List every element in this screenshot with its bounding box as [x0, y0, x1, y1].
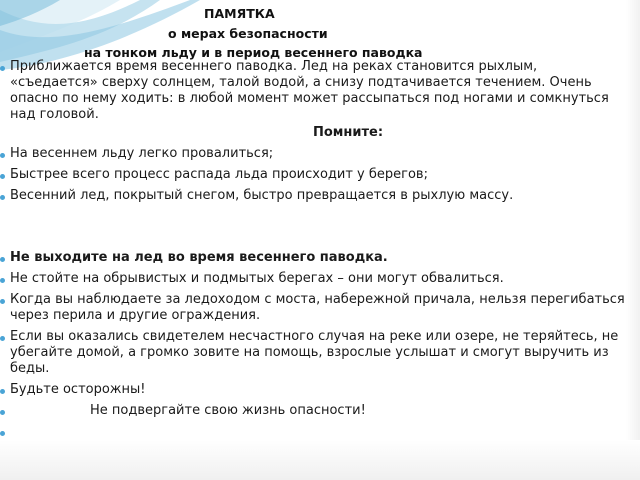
- title-line-1: ПАМЯТКА: [204, 6, 275, 21]
- bullet-icon: [0, 174, 5, 179]
- list-item: [0, 188, 626, 204]
- bullet-icon: [0, 278, 5, 283]
- list-item: [0, 403, 626, 419]
- memo-body: [0, 59, 626, 440]
- bullet-icon: [0, 195, 5, 200]
- item-text: Когда вы наблюдаете за ледоходом с моста, набережной причала, нельзя перегибаться через перила и другие ограждения.: [10, 292, 625, 323]
- spacer: [0, 204, 626, 250]
- list-item: [0, 167, 626, 183]
- title-line-3: на тонком льду и в период весеннего паводка: [84, 45, 423, 60]
- intro-text: Приближается время весеннего паводка. Лед на реках становится рыхлым, «съедается» сверху солнцем, талой водой, а снизу подтачивается течением. Очень опасно по нему ходить: в любой момент может рассыпаться под ногами и сомкнуться над головой.: [10, 59, 609, 122]
- closing-text: Не подвергайте свою жизнь опасности!: [90, 403, 366, 418]
- list-item: [0, 146, 626, 162]
- list-item: [0, 250, 626, 266]
- list-item: [0, 292, 626, 324]
- list-item: [0, 271, 626, 287]
- item-text: Быстрее всего процесс распада льда происходит у берегов;: [10, 167, 428, 182]
- bullet-icon: [0, 431, 5, 436]
- remember-heading: Помните:: [312, 125, 384, 140]
- item-text: Будьте осторожны!: [10, 382, 146, 397]
- right-edge-shade: [626, 0, 640, 480]
- title-line-2: о мерах безопасности: [168, 26, 328, 41]
- list-item: [0, 382, 626, 398]
- empty-list-item: [0, 424, 626, 440]
- bottom-edge-shade: [0, 440, 640, 480]
- list-item: [0, 329, 626, 377]
- bullet-icon: [0, 410, 5, 415]
- item-text: Если вы оказались свидетелем несчастного случая на реке или озере, не теряйтесь, не убегайте домой, а громко зовите на помощь, взрослые услышат и смогут выручить из беды.: [10, 329, 619, 376]
- item-text: На весеннем льду легко провалиться;: [10, 146, 274, 161]
- item-text: Не стойте на обрывистых и подмытых берегах – они могут обвалиться.: [10, 271, 504, 286]
- bullet-icon: [0, 66, 5, 71]
- list-item: [0, 59, 626, 123]
- bullet-icon: [0, 336, 5, 341]
- bullet-icon: [0, 299, 5, 304]
- bullet-icon: [0, 389, 5, 394]
- section2-heading: Не выходите на лед во время весеннего паводка.: [10, 250, 388, 265]
- remember-heading-row: [0, 125, 626, 141]
- bullet-icon: [0, 153, 5, 158]
- item-text: Весенний лед, покрытый снегом, быстро превращается в рыхлую массу.: [10, 188, 514, 203]
- bullet-icon: [0, 257, 5, 262]
